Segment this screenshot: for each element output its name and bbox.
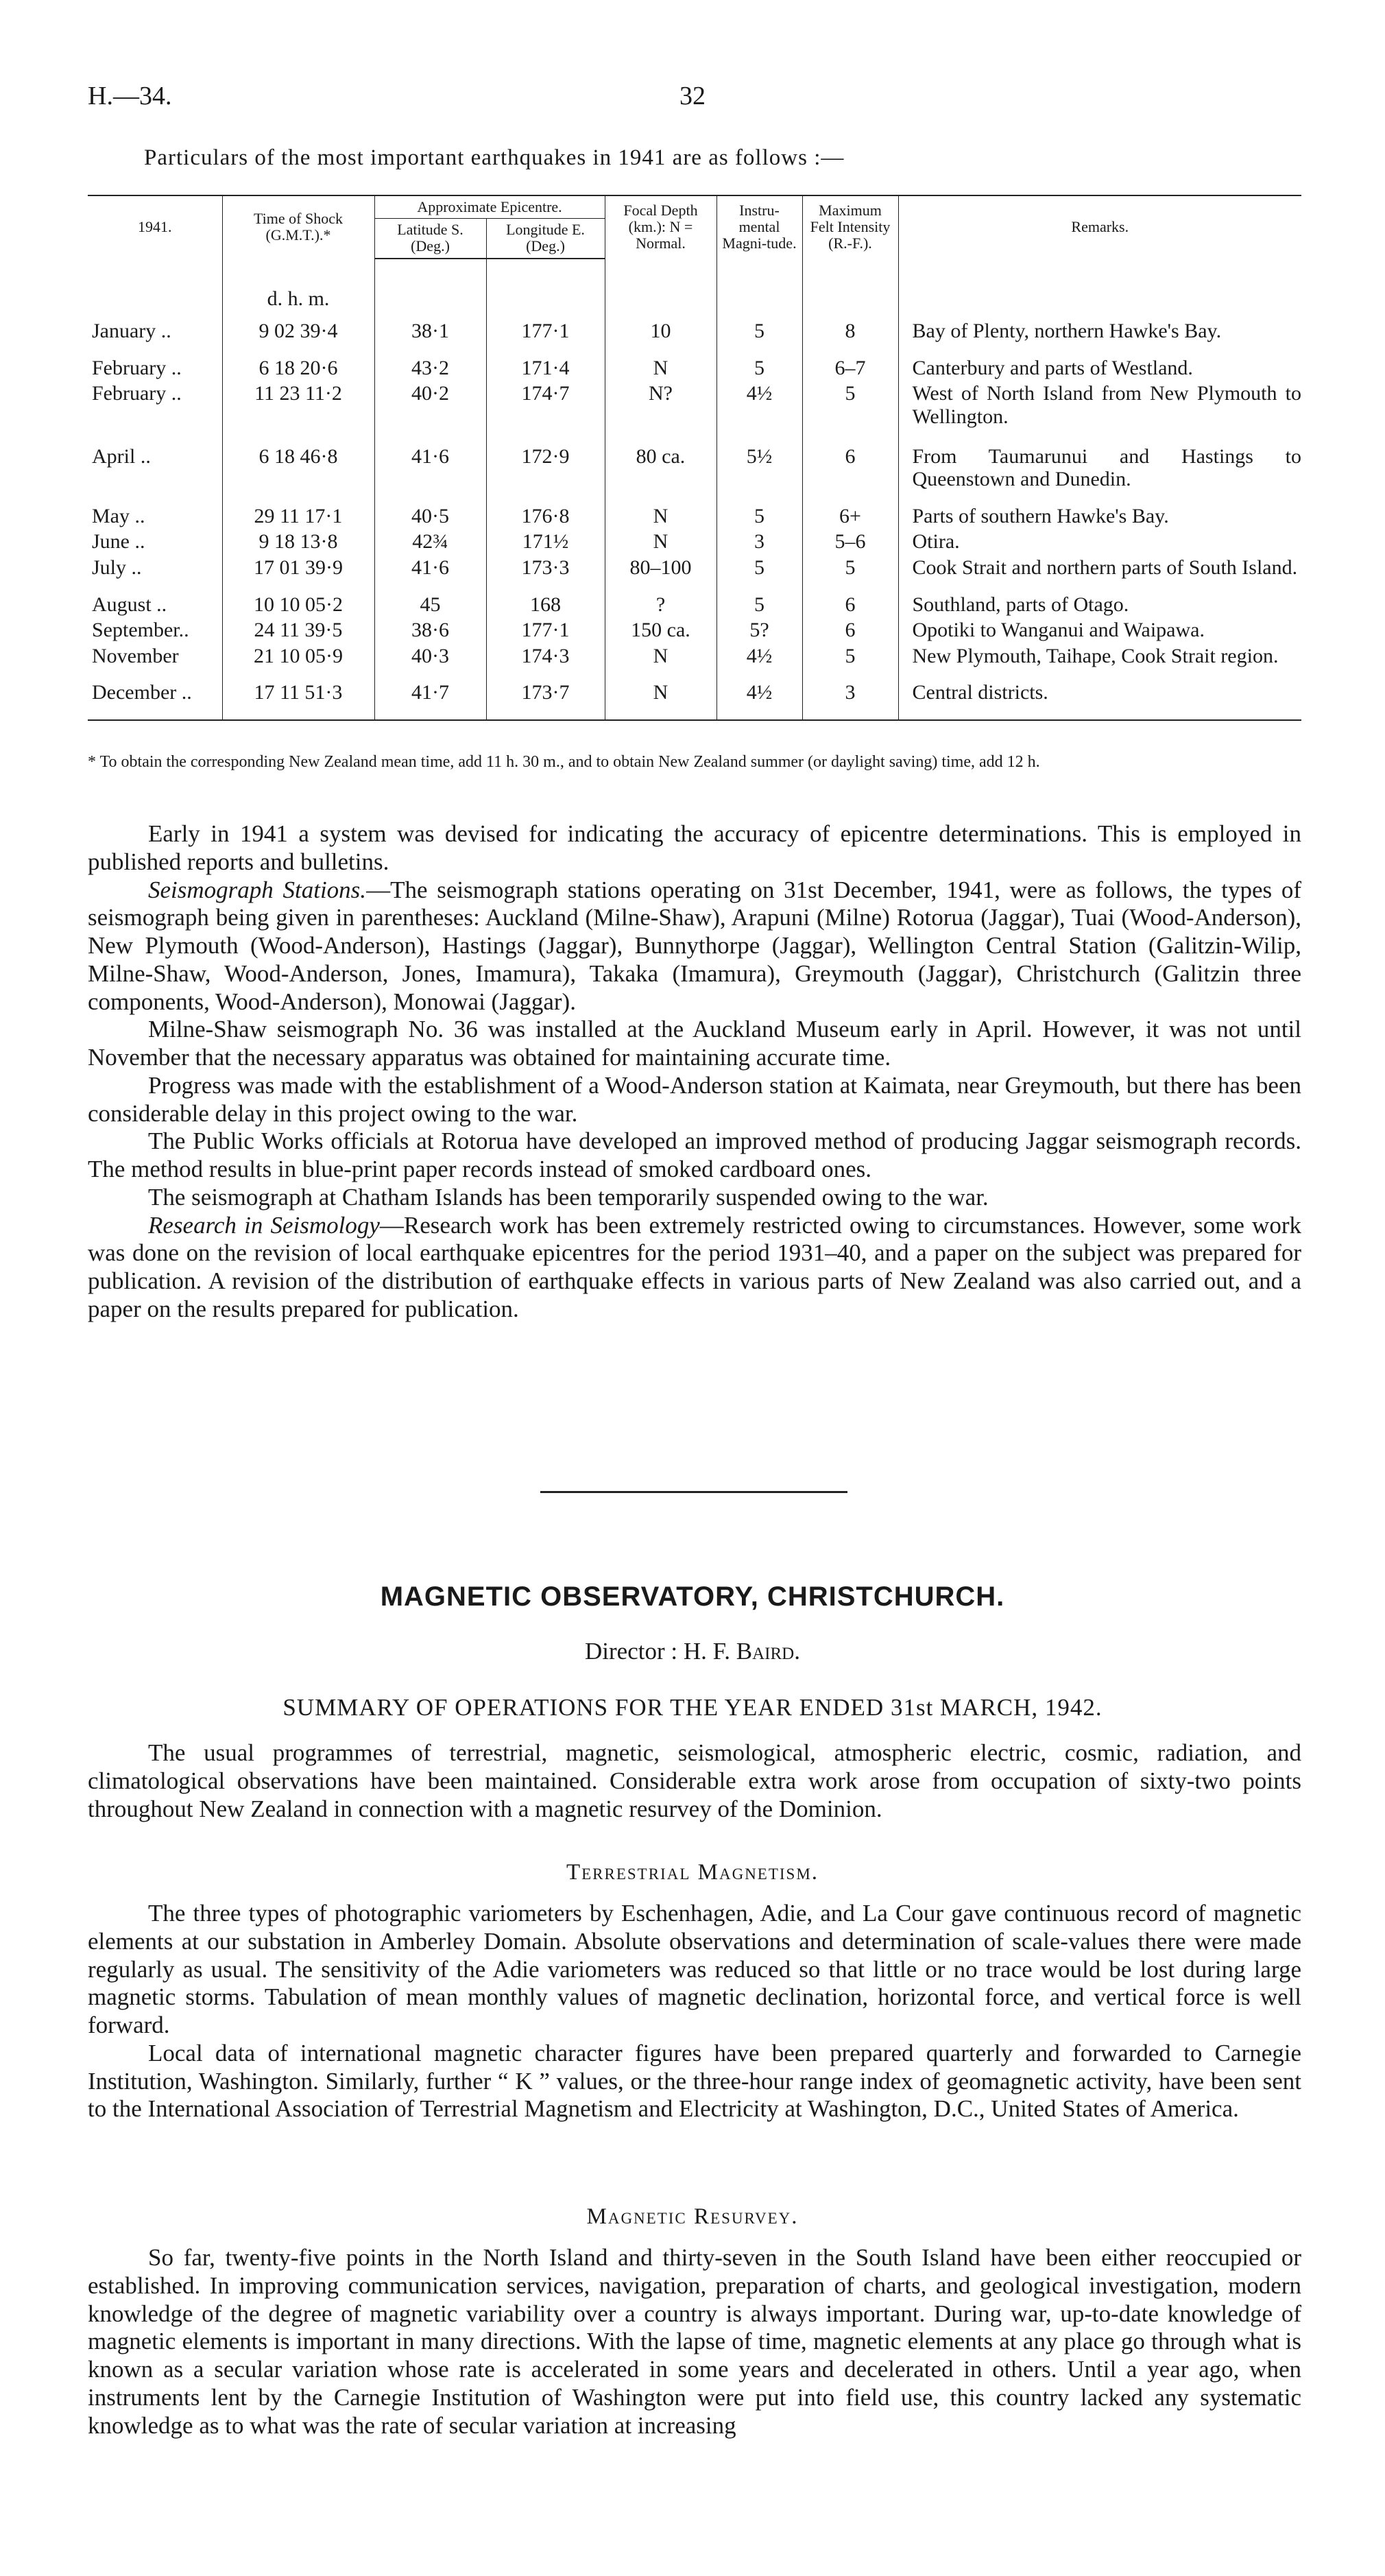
- summary-heading: SUMMARY OF OPERATIONS FOR THE YEAR ENDED 31st MARCH, 1942.: [282, 1694, 1103, 1721]
- table-remarks: Canterbury and parts of Westland.: [898, 343, 1301, 380]
- table-depth: N?: [605, 379, 716, 428]
- table-depth: N: [605, 667, 716, 720]
- table-remarks: Southland, parts of Otago.: [898, 580, 1301, 617]
- table-magnitude: 5: [716, 343, 802, 380]
- table-month: May ..: [92, 504, 145, 527]
- table-magnitude: 5: [716, 553, 802, 580]
- table-month: November: [92, 644, 179, 667]
- table-row: [88, 667, 1301, 720]
- section-divider: [540, 1491, 847, 1493]
- director-line: [0, 1638, 1385, 1665]
- table-remarks: Central districts.: [898, 667, 1301, 720]
- col-longitude: Longitude E. (Deg.): [486, 219, 605, 259]
- table-longitude: 174·3: [486, 642, 605, 668]
- paragraph: Local data of international magnetic character figures have been prepared quarterly and forwarded to Carnegie Institution, Washington. Similarly, further “ K ” values, or the three-hour range index of geomagnetic activity, have been sent to the International Association of Terrestrial Magnetism and Electricity at Washington, D.C., United States of America.: [88, 2039, 1301, 2123]
- col-epicentre: Approximate Epicentre.: [374, 195, 605, 219]
- table-remarks: Parts of southern Hawke's Bay.: [898, 491, 1301, 528]
- col-latitude: Latitude S. (Deg.): [374, 219, 486, 259]
- table-month: June ..: [92, 530, 145, 553]
- table-latitude: 41·7: [374, 667, 486, 720]
- table-month: January ..: [92, 320, 171, 343]
- table-longitude: 171·4: [486, 343, 605, 380]
- director-name: H. F. Baird.: [683, 1638, 800, 1665]
- table-month: July ..: [92, 556, 142, 579]
- col-intensity: Maximum Felt Intensity (R.-F.).: [802, 195, 898, 259]
- paragraph: The seismograph at Chatham Islands has been temporarily suspended owing to the war.: [148, 1183, 989, 1211]
- table-intensity: 8: [802, 310, 898, 343]
- table-longitude: 168: [486, 580, 605, 617]
- table-latitude: 41·6: [374, 429, 486, 491]
- table-remarks: Cook Strait and northern parts of South Island.: [898, 553, 1301, 580]
- table-intensity: 6+: [802, 491, 898, 528]
- table-longitude: 174·7: [486, 379, 605, 428]
- table-remarks: West of North Island from New Plymouth to Wellington.: [898, 379, 1301, 428]
- table-latitude: 41·6: [374, 553, 486, 580]
- table-month: August ..: [92, 593, 167, 616]
- table-row: [88, 553, 1301, 580]
- paragraph: Progress was made with the establishment of a Wood-Anderson station at Kaimata, near Greymouth, but there has been considerable delay in this project owing to the war.: [88, 1071, 1301, 1127]
- table-magnitude: 4½: [716, 642, 802, 668]
- table-time: 21 10 05·9: [222, 642, 374, 668]
- col-depth: Focal Depth (km.): N = Normal.: [605, 195, 716, 259]
- observatory-intro: [88, 1739, 1301, 1823]
- col-remarks: Remarks.: [898, 195, 1301, 259]
- table-magnitude: 5: [716, 580, 802, 617]
- table-intensity: 6: [802, 580, 898, 617]
- table-intensity: 5: [802, 379, 898, 428]
- table-longitude: 173·3: [486, 553, 605, 580]
- table-depth: 80–100: [605, 553, 716, 580]
- paragraph-heading: Research in Seismology: [148, 1211, 380, 1239]
- time-units: d. h. m.: [222, 259, 374, 311]
- resurvey-heading: Magnetic Resurvey.: [586, 2204, 799, 2229]
- table-intensity: 3: [802, 667, 898, 720]
- paragraph-text: —The seismograph stations operating on 31st December, 1941, were as follows, the types of seismograph being given in parentheses: Auckland (Milne-Shaw), Arapuni (Milne) Rotorua (Jaggar), Tuai (Wood-Anderson), New Plymouth (Wood-Anderson), Hastings (Jaggar), Bunnythorpe (Jaggar), Wellington Central Station (Galitzin-Wilip, Milne-Shaw, Wood-Anderson, Jones, Imamura), Takaka (Imamura), Greymouth (Jaggar), Christchurch (Galitzin three components, Wood-Anderson), Monowai (Jaggar).: [88, 876, 1301, 1015]
- table-longitude: 172·9: [486, 429, 605, 491]
- table-latitude: 45: [374, 580, 486, 617]
- table-magnitude: 4½: [716, 379, 802, 428]
- table-month: September..: [92, 619, 189, 642]
- table-depth: N: [605, 491, 716, 528]
- col-year: 1941.: [88, 195, 222, 259]
- table-longitude: 177·1: [486, 616, 605, 642]
- table-latitude: 38·6: [374, 616, 486, 642]
- table-longitude: 171½: [486, 527, 605, 553]
- table-row: [88, 491, 1301, 528]
- paragraph: The Public Works officials at Rotorua have developed an improved method of producing Jaggar seismograph records. The method results in blue-print paper records instead of smoked cardboard ones.: [88, 1128, 1301, 1183]
- table-row: [88, 616, 1301, 642]
- table-longitude: 173·7: [486, 667, 605, 720]
- table-intensity: 6–7: [802, 343, 898, 380]
- paragraph: So far, twenty-five points in the North Island and thirty-seven in the South Island have been either reoccupied or established. In improving communication services, navigation, preparation of charts, and geological investigation, modern knowledge of the degree of magnetic variability over a country is always important. During war, up-to-date knowledge of magnetic elements is important in many directions. With the lapse of time, magnetic elements at any place go through what is known as a secular variation whose rate is accelerated in some years and decelerated in others. Until a year ago, when instruments lent by the Carnegie Institution of Washington were put into field use, this country lacked any systematic knowledge as to what was the rate of secular variation at increasing: [88, 2244, 1301, 2439]
- table-latitude: 40·3: [374, 642, 486, 668]
- paragraph: The three types of photographic variometers by Eschenhagen, Adie, and La Cour gave continuous record of magnetic elements at our substation in Amberley Domain. Absolute observations and determination of scale-values there were made regularly as usual. The sensitivity of the Adie variometers was reduced so that little or no trace would be lost during large magnetic storms. Tabulation of mean monthly values of magnetic declination, horizontal force, and vertical force is well forward.: [88, 1900, 1301, 2039]
- table-remarks: Bay of Plenty, northern Hawke's Bay.: [898, 310, 1301, 343]
- table-intensity: 6: [802, 429, 898, 491]
- table-latitude: 42¾: [374, 527, 486, 553]
- table-magnitude: 5?: [716, 616, 802, 642]
- table-time: 11 23 11·2: [222, 379, 374, 428]
- paragraph: [88, 876, 1301, 1016]
- terrestrial-section: [88, 1900, 1301, 2123]
- table-depth: 150 ca.: [605, 616, 716, 642]
- document-code: H.—34.: [88, 82, 172, 110]
- table-longitude: 176·8: [486, 491, 605, 528]
- paragraph-heading: Seismograph Stations.: [148, 876, 367, 903]
- table-magnitude: 4½: [716, 667, 802, 720]
- paragraph: Milne-Shaw seismograph No. 36 was installed at the Auckland Museum early in April. However, it was not until November that the necessary apparatus was obtained for maintaining accurate time.: [88, 1016, 1301, 1071]
- table-time: 9 18 13·8: [222, 527, 374, 553]
- table-row: [88, 379, 1301, 428]
- table-time: 24 11 39·5: [222, 616, 374, 642]
- table-depth: N: [605, 527, 716, 553]
- paragraph-text: —Research work has been extremely restricted owing to circumstances. However, some work was done on the revision of local earthquake epicentres for the period 1931–40, and a paper on the subject was prepared for publication. A revision of the distribution of earthquake effects in various parts of New Zealand was also carried out, and a paper on the results prepared for publication.: [88, 1211, 1301, 1323]
- earthquake-table-body: [88, 259, 1301, 720]
- table-longitude: 177·1: [486, 310, 605, 343]
- table-latitude: 40·2: [374, 379, 486, 428]
- table-depth: ?: [605, 580, 716, 617]
- table-remarks: Opotiki to Wanganui and Waipawa.: [898, 616, 1301, 642]
- table-time: 10 10 05·2: [222, 580, 374, 617]
- table-magnitude: 5: [716, 310, 802, 343]
- table-magnitude: 5: [716, 491, 802, 528]
- table-latitude: 38·1: [374, 310, 486, 343]
- observatory-title: MAGNETIC OBSERVATORY, CHRISTCHURCH.: [380, 1582, 1005, 1612]
- terrestrial-heading: Terrestrial Magnetism.: [566, 1860, 819, 1885]
- table-depth: 80 ca.: [605, 429, 716, 491]
- table-month: April ..: [92, 444, 151, 468]
- table-intensity: 5: [802, 642, 898, 668]
- table-month: December ..: [88, 667, 222, 720]
- table-time: 6 18 46·8: [222, 429, 374, 491]
- table-latitude: 43·2: [374, 343, 486, 380]
- table-row: [88, 527, 1301, 553]
- table-intensity: 5: [802, 553, 898, 580]
- paragraph: The usual programmes of terrestrial, magnetic, seismological, atmospheric electric, cosmic, radiation, and climatological observations have been maintained. Considerable extra work arose from occupation of sixty-two points throughout New Zealand in connection with a magnetic resurvey of the Dominion.: [88, 1739, 1301, 1822]
- table-magnitude: 3: [716, 527, 802, 553]
- table-row: [88, 429, 1301, 491]
- table-intro: Particulars of the most important earthquakes in 1941 are as follows :—: [144, 145, 845, 170]
- table-row: [88, 343, 1301, 380]
- earthquake-table: [88, 195, 1301, 721]
- table-time: 17 01 39·9: [222, 553, 374, 580]
- seismology-section: [88, 820, 1301, 1324]
- paragraph: [88, 1212, 1301, 1324]
- table-magnitude: 5½: [716, 429, 802, 491]
- table-time: 17 11 51·3: [222, 667, 374, 720]
- table-footnote: * To obtain the corresponding New Zealand mean time, add 11 h. 30 m., and to obtain New Zealand summer (or daylight saving) time, add 12 h.: [88, 753, 1040, 771]
- table-intensity: 5–6: [802, 527, 898, 553]
- table-remarks: From Taumarunui and Hastings to Queenstown and Dunedin.: [898, 429, 1301, 491]
- table-depth: 10: [605, 310, 716, 343]
- table-row: [88, 310, 1301, 343]
- table-time: 29 11 17·1: [222, 491, 374, 528]
- table-remarks: New Plymouth, Taihape, Cook Strait region.: [898, 642, 1301, 668]
- table-depth: N: [605, 642, 716, 668]
- resurvey-section: [88, 2244, 1301, 2440]
- table-depth: N: [605, 343, 716, 380]
- table-row: [88, 580, 1301, 617]
- table-latitude: 40·5: [374, 491, 486, 528]
- director-label: Director :: [585, 1638, 678, 1665]
- table-remarks: Otira.: [898, 527, 1301, 553]
- table-month: February ..: [92, 382, 182, 405]
- table-time: 6 18 20·6: [222, 343, 374, 380]
- col-magnitude: Instru-mental Magni-tude.: [716, 195, 802, 259]
- page-number: 32: [679, 82, 706, 110]
- paragraph: Early in 1941 a system was devised for indicating the accuracy of epicentre determinations. This is employed in published reports and bulletins.: [88, 820, 1301, 875]
- table-intensity: 6: [802, 616, 898, 642]
- table-time: 9 02 39·4: [222, 310, 374, 343]
- table-row: [88, 642, 1301, 668]
- col-time: Time of Shock (G.M.T.).*: [222, 195, 374, 259]
- table-month: February ..: [92, 356, 182, 379]
- time-units-row: [88, 259, 1301, 311]
